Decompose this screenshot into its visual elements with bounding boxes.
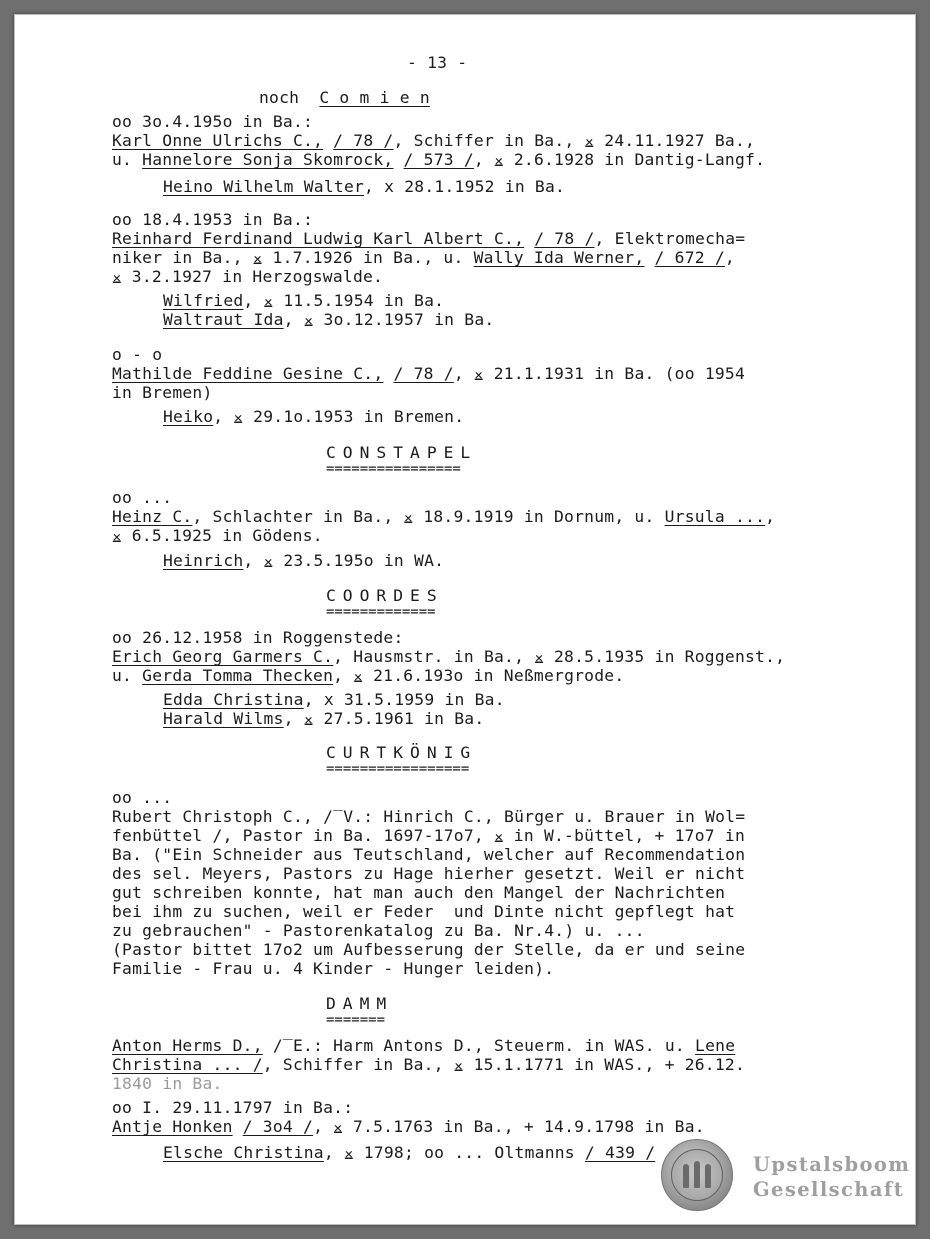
watermark-line2: Gesellschaft (753, 1178, 905, 1201)
comien-f1-line1: Karl Onne Ulrichs C., / 78 /, Schiffer in Ba., ⨱ 24.11.1927 Ba., (112, 131, 756, 150)
curtkoenig-line: Rubert Christoph C., /‾V.: Hinrich C., Bürger u. Brauer in Wol= (112, 807, 746, 826)
curtkoenig-heading: CURTKÖNIG (326, 743, 478, 762)
constapel-child1: Heinrich, ⨱ 23.5.195o in WA. (163, 551, 445, 570)
comien-f3-line1: Mathilde Feddine Gesine C., / 78 /, ⨱ 21.1.1931 in Ba. (oo 1954 (112, 364, 746, 383)
seal-inner-ring (671, 1149, 723, 1201)
coordes-line2: u. Gerda Tomma Thecken, ⨱ 21.6.193o in Neßmergrode. (112, 666, 625, 685)
curtkoenig-line: zu gebrauchen" - Pastorenkatalog zu Ba. Nr.4.) u. ... (112, 921, 645, 940)
curtkoenig-line: fenbüttel /, Pastor in Ba. 1697-17o7, ⨱ in W.-büttel, + 17o7 in (112, 826, 745, 845)
damm-line1: Anton Herms D., /‾E.: Harm Antons D., Steuerm. in WAS. u. Lene (112, 1036, 736, 1055)
seal-figure (694, 1161, 700, 1188)
damm-line4: Antje Honken / 3o4 /, ⨱ 7.5.1763 in Ba., + 14.9.1798 in Ba. (112, 1117, 705, 1136)
comien-f2-line1: Reinhard Ferdinand Ludwig Karl Albert C., / 78 /, Elektromecha= (112, 229, 746, 248)
damm-rule: ======= (326, 1012, 386, 1028)
damm-heading: DAMM (326, 994, 394, 1013)
page-number: - 13 - (407, 53, 468, 72)
comien-f3-child1: Heiko, ⨱ 29.1o.1953 in Bremen. (163, 407, 465, 426)
comien-f3-marriage: o - o (112, 345, 163, 364)
coordes-marriage: oo 26.12.1958 in Roggenstede: (112, 628, 404, 647)
constapel-rule: ================ (326, 461, 461, 477)
curtkoenig-line: Familie - Frau u. 4 Kinder - Hunger leiden). (112, 959, 555, 978)
damm-line2: Christina ... /, Schiffer in Ba., ⨱ 15.1.1771 in WAS., + 26.12. (112, 1055, 746, 1074)
comien-f2-line2: niker in Ba., ⨱ 1.7.1926 in Ba., u. Wally Ida Werner, / 672 /, (112, 248, 735, 267)
constapel-marriage: oo ... (112, 488, 173, 507)
comien-f1-child1: Heino Wilhelm Walter, x 28.1.1952 in Ba. (163, 177, 566, 196)
constapel-line1: Heinz C., Schlachter in Ba., ⨱ 18.9.1919 in Dornum, u. Ursula ..., (112, 507, 776, 526)
society-seal-icon (661, 1139, 733, 1211)
comien-f2-child2: Waltraut Ida, ⨱ 3o.12.1957 in Ba. (163, 310, 495, 329)
comien-prefix: noch (259, 88, 300, 107)
curtkoenig-line: gut schreiben konnte, hat man auch den Mangel der Nachrichten (112, 883, 726, 902)
comien-f2-line3: ⨱ 3.2.1927 in Herzogswalde. (112, 267, 384, 286)
curtkoenig-marriage: oo ... (112, 788, 173, 807)
coordes-child2: Harald Wilms, ⨱ 27.5.1961 in Ba. (163, 709, 485, 728)
constapel-heading: CONSTAPEL (326, 443, 478, 462)
coordes-rule: ============= (326, 604, 436, 620)
curtkoenig-line: bei ihm zu suchen, weil er Feder und Dinte nicht gepflegt hat (112, 902, 736, 921)
damm-child1: Elsche Christina, ⨱ 1798; oo ... Oltmanns / 439 / (163, 1143, 656, 1162)
damm-marriage: oo I. 29.11.1797 in Ba.: (112, 1098, 354, 1117)
comien-f3-line2: in Bremen) (112, 383, 213, 402)
constapel-line2: ⨱ 6.5.1925 in Gödens. (112, 526, 323, 545)
coordes-heading: COORDES (326, 586, 444, 605)
document-page (14, 14, 916, 1225)
curtkoenig-line: Ba. ("Ein Schneider aus Teutschland, welcher auf Recommendation (112, 845, 746, 864)
seal-figure (705, 1164, 711, 1188)
curtkoenig-rule: ================= (326, 761, 470, 777)
curtkoenig-line: (Pastor bittet 17o2 um Aufbesserung der Stelle, da er und seine (112, 940, 746, 959)
comien-f2-child1: Wilfried, ⨱ 11.5.1954 in Ba. (163, 291, 445, 310)
comien-f1-marriage: oo 3o.4.195o in Ba.: (112, 112, 314, 131)
coordes-child1: Edda Christina, x 31.5.1959 in Ba. (163, 690, 505, 709)
comien-f2-marriage: oo 18.4.1953 in Ba.: (112, 210, 314, 229)
coordes-line1: Erich Georg Garmers C., Hausmstr. in Ba., ⨱ 28.5.1935 in Roggenst., (112, 647, 786, 666)
seal-figure (683, 1164, 689, 1188)
comien-f1-line2: u. Hannelore Sonja Skomrock, / 573 /, ⨱ 2.6.1928 in Dantig-Langf. (112, 150, 766, 169)
comien-heading (259, 88, 430, 107)
comien-name: C o m i e n (319, 88, 430, 107)
damm-line3: 1840 in Ba. (112, 1074, 223, 1093)
watermark-line1: Upstalsboom (753, 1153, 911, 1176)
curtkoenig-line: des sel. Meyers, Pastors zu Hage hierher gesetzt. Weil er nicht (112, 864, 746, 883)
